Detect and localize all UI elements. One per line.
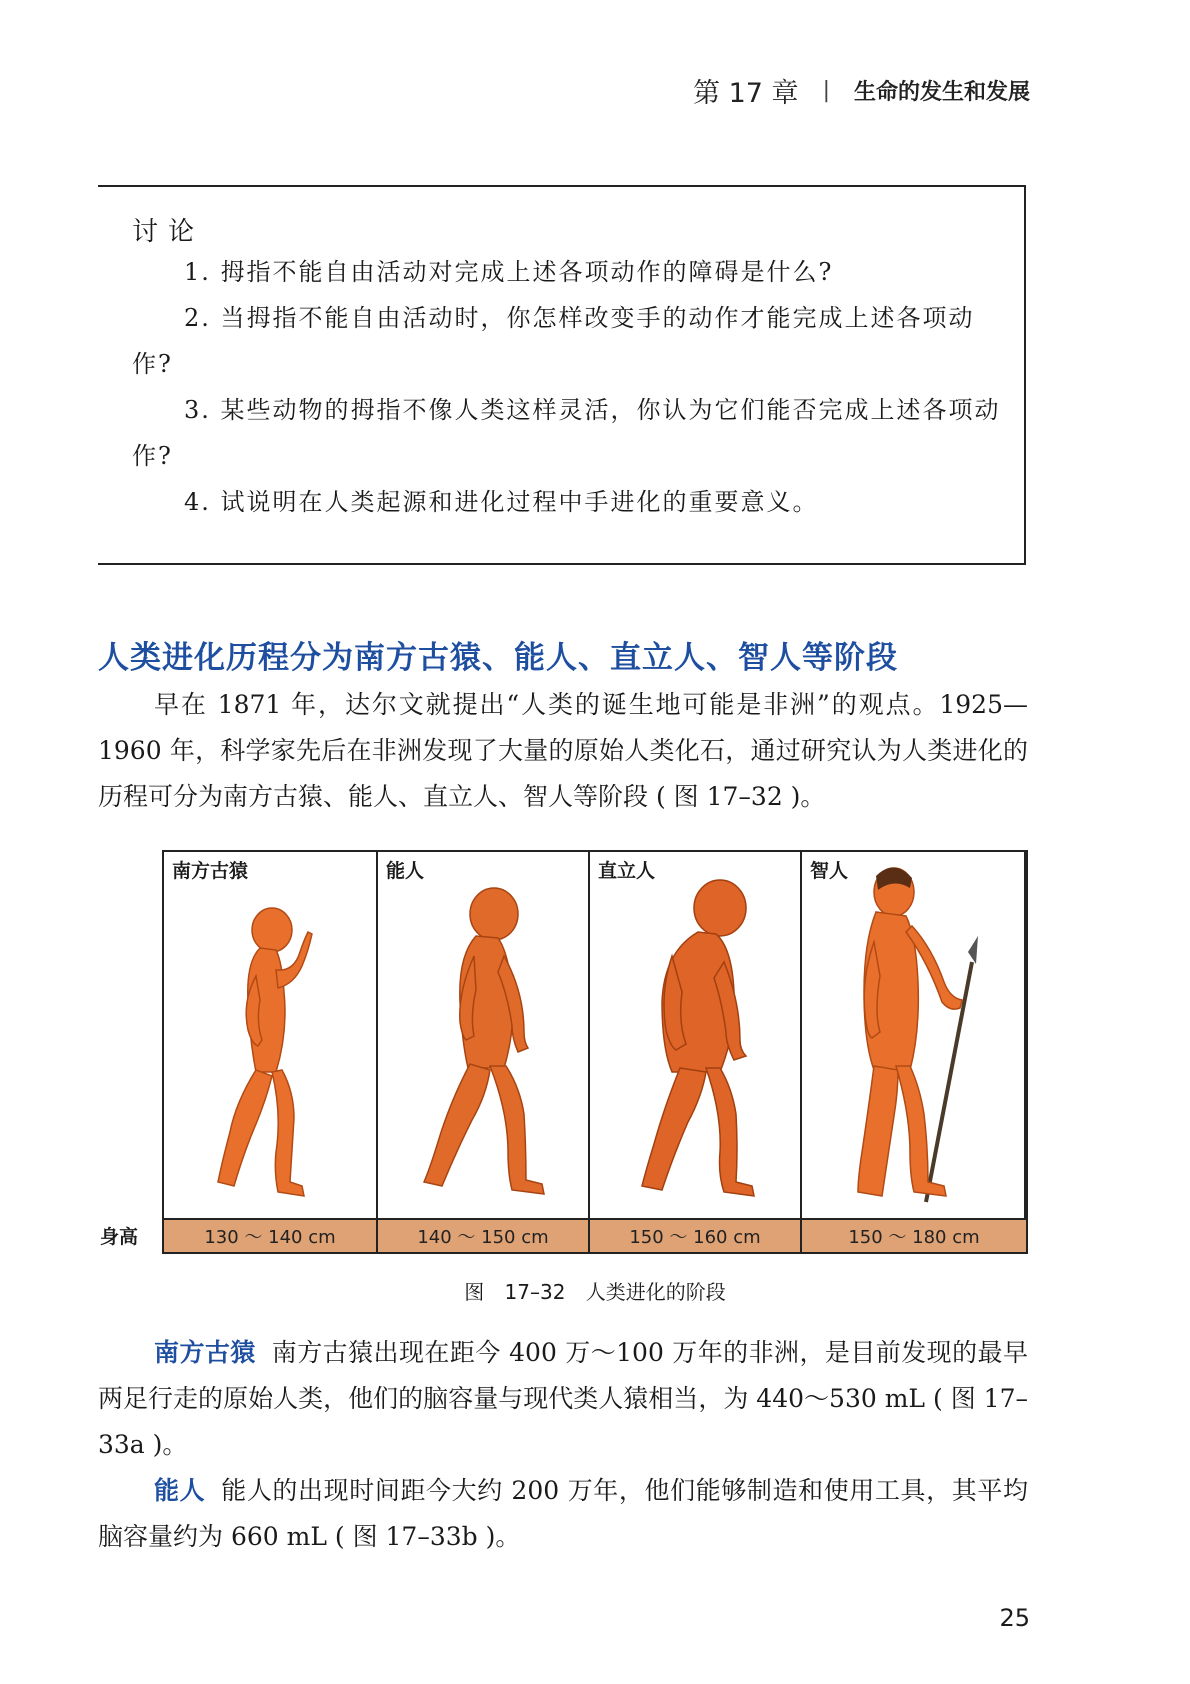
height-value: 130 ～ 140 cm: [164, 1218, 378, 1252]
height-value: 150 ～ 180 cm: [802, 1218, 1026, 1252]
intro-paragraph: 早在 1871 年，达尔文就提出“人类的诞生地可能是非洲”的观点。1925—1960 年，科学家先后在非洲发现了大量的原始人类化石，通过研究认为人类进化的历程可分为南方古猿、能人、直立人、智人等阶段 ( 图 17–32 )。: [98, 690, 1028, 811]
paragraph-text: 南方古猿出现在距今 400 万～100 万年的非洲，是目前发现的最早两足行走的原始人类，他们的脑容量与现代类人猿相当，为 440～530 mL ( 图 17–33a )。: [98, 1338, 1028, 1459]
australopithecus-figure-icon: [164, 852, 378, 1218]
chapter-title: 生命的发生和发展: [853, 79, 1030, 105]
homo-sapiens-figure-icon: [802, 852, 1026, 1218]
figure-caption: 图 17–32 人类进化的阶段: [464, 1280, 726, 1304]
discussion-box: [98, 185, 1026, 565]
paragraph-text: 能人的出现时间距今大约 200 万年，他们能够制造和使用工具，其平均脑容量约为 660 mL ( 图 17–33b )。: [98, 1476, 1028, 1551]
section-heading: 人类进化历程分为南方古猿、能人、直立人、智人等阶段: [98, 640, 898, 676]
stage-panel-homo-sapiens: [802, 852, 1026, 1218]
australopithecus-paragraph: [98, 1330, 1028, 1468]
chapter-number: 第 17 章: [693, 77, 799, 109]
chapter-header: [693, 70, 1030, 110]
stage-panel-homo-erectus: [590, 852, 802, 1218]
discussion-question-1: 1. 拇指不能自由活动对完成上述各项动作的障碍是什么?: [184, 258, 834, 286]
term-australopithecus: 南方古猿: [154, 1338, 256, 1367]
stage-panel-australopithecus: [164, 852, 378, 1218]
term-homo-habilis: 能人: [154, 1476, 206, 1505]
discussion-question-4: 4. 试说明在人类起源和进化过程中手进化的重要意义。: [184, 488, 819, 516]
homo-habilis-paragraph: [98, 1468, 1028, 1560]
height-strip-row: [164, 1218, 1026, 1252]
discussion-question-3: 3. 某些动物的拇指不像人类这样灵活，你认为它们能否完成上述各项动作?: [132, 396, 1001, 470]
stage-panel-homo-habilis: [378, 852, 590, 1218]
stage-label: 智人: [810, 860, 849, 882]
discussion-question-2: 2. 当拇指不能自由活动时，你怎样改变手的动作才能完成上述各项动作?: [132, 304, 975, 378]
height-value: 140 ～ 150 cm: [378, 1218, 590, 1252]
evolution-figure: [162, 850, 1028, 1254]
homo-habilis-figure-icon: [378, 852, 590, 1218]
stage-label: 南方古猿: [172, 860, 249, 882]
stage-label: 能人: [386, 860, 425, 882]
height-label: 身高: [100, 1226, 139, 1248]
homo-erectus-figure-icon: [590, 852, 802, 1218]
discussion-title: 讨论: [132, 217, 205, 247]
stage-label: 直立人: [598, 860, 656, 882]
height-value: 150 ～ 160 cm: [590, 1218, 802, 1252]
header-separator: |: [822, 77, 830, 103]
page-number: 25: [999, 1604, 1030, 1632]
